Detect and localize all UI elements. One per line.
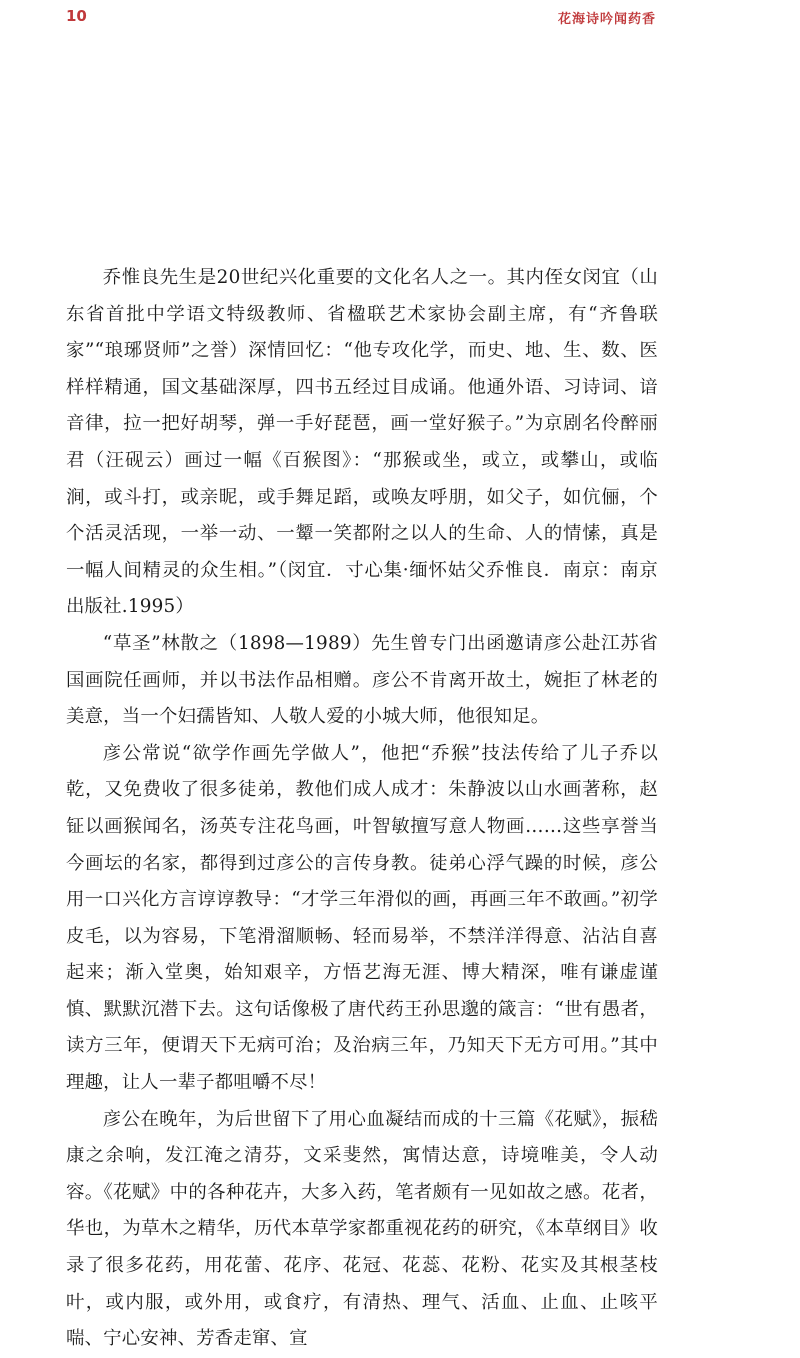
paragraph: “草圣”林散之（1898—1989）先生曾专门出函邀请彦公赴江苏省国画院任画师，并以书法作品相赠。彦公不肯离开故土，婉拒了林老的美意，当一个妇孺皆知、人敬人爱的小城大师，他很知足。 [66, 632, 658, 728]
page-header [0, 0, 800, 36]
paragraph: 彦公在晚年，为后世留下了用心血凝结而成的十三篇《花赋》，振嵇康之余响，发江淹之清芬，文采斐然，寓情达意，诗境唯美，令人动容。《花赋》中的各种花卉，大多入药，笔者颇有一见如故之感。花者，华也，为草木之精华，历代本草学家都重视花药的研究，《本草纲目》收录了很多花药，用花蕾、花序、花冠、花蕊、花粉、花实及其根茎枝叶，或内服，或外用，或食疗，有清热、理气、活血、止血、止咳平喘、宁心安神、芳香走窜、宣 [66, 1108, 658, 1350]
paragraph: 彦公常说“欲学作画先学做人”，他把“乔猴”技法传给了儿子乔以乾，又免费收了很多徒弟，教他们成人成才：朱静波以山水画著称，赵钲以画猴闻名，汤英专注花鸟画，叶智敏擅写意人物画……这些享誉当今画坛的名家，都得到过彦公的言传身教。徒弟心浮气躁的时候，彦公用一口兴化方言谆谆教导：“才学三年滑似的画，再画三年不敢画。”初学皮毛，以为容易，下笔滑溜顺畅、轻而易举，不禁洋洋得意、沾沾自喜起来；渐入堂奥，始知艰辛，方悟艺海无涯、博大精深，唯有谦虚谨慎、默默沉潜下去。这句话像极了唐代药王孙思邈的箴言：“世有愚者，读方三年，便谓天下无病可治；及治病三年，乃知天下无方可用。”其中理趣，让人一辈子都咀嚼不尽！ [66, 742, 658, 1094]
running-title: 花海诗吟闻药香 [557, 12, 656, 27]
body-text [66, 260, 658, 1358]
page-number: 10 [66, 7, 87, 25]
paragraph: 乔惟良先生是20世纪兴化重要的文化名人之一。其内侄女闵宜（山东省首批中学语文特级教师、省楹联艺术家协会副主席，有“齐鲁联家”“琅琊贤师”之誉）深情回忆：“他专攻化学，而史、地、生、数、医样样精通，国文基础深厚，四书五经过目成诵。他通外语、习诗词、谙音律，拉一把好胡琴，弹一手好琵琶，画一堂好猴子。”为京剧名伶醉丽君（汪砚云）画过一幅《百猴图》：“那猴或坐，或立，或攀山，或临涧，或斗打，或亲昵，或手舞足蹈，或唤友呼朋，如父子，如伉俪，个个活灵活现，一举一动、一颦一笑都附之以人的生命、人的情愫，真是一幅人间精灵的众生相。”（闵宜．寸心集·缅怀姑父乔惟良．南京：南京出版社.1995） [66, 267, 658, 618]
